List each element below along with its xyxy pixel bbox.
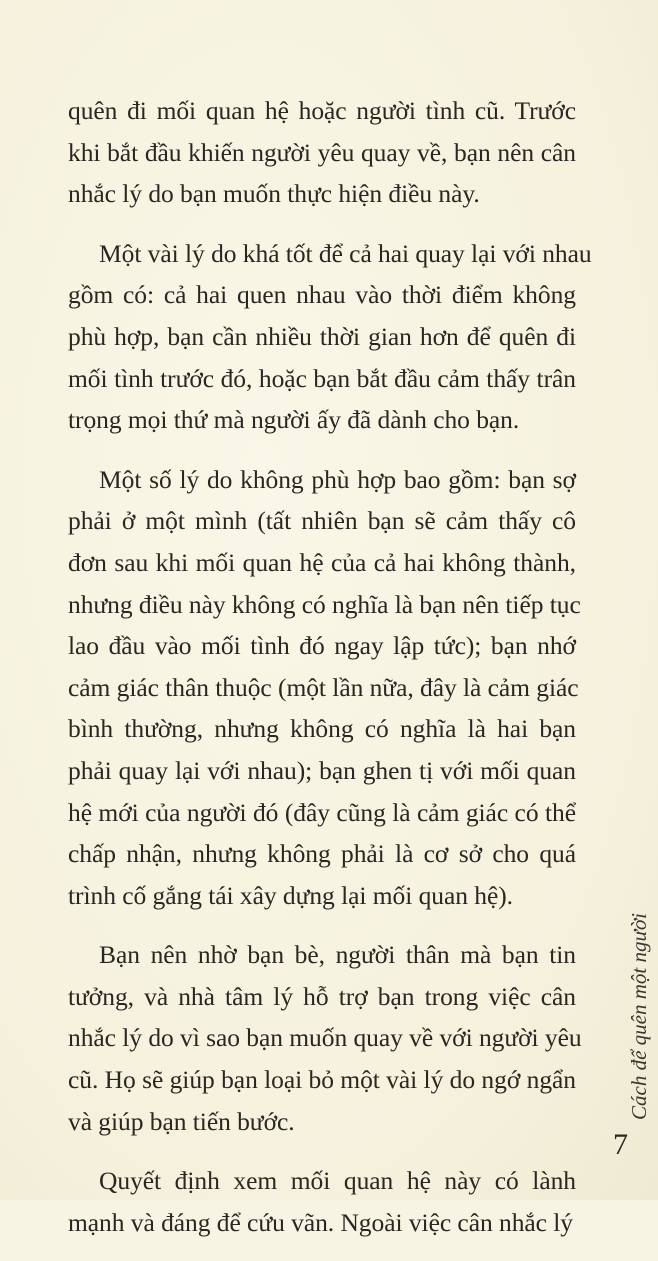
text-line: Một vài lý do khá tốt để cả hai quay lại với nhau [99, 238, 592, 268]
text-line: nhắc lý do bạn muốn thực hiện điều này. [68, 179, 480, 209]
text-line: đơn sau khi mối quan hệ của cả hai không thành, [68, 547, 576, 577]
text-line: nhắc lý do vì sao bạn muốn quay về với người yêu [68, 1023, 582, 1053]
text-line: trình cố gắng tái xây dựng lại mối quan hệ). [68, 880, 514, 910]
text-line: cảm giác thân thuộc (một lần nữa, đây là cảm giác [68, 672, 579, 702]
text-line: phải quay lại với nhau); bạn ghen tị với mối quan [68, 755, 576, 785]
text-line: mối tình trước đó, hoặc bạn bắt đầu cảm thấy trân [68, 363, 576, 393]
body-text [68, 90, 592, 1261]
paragraph [68, 233, 592, 441]
text-line: cũ. Họ sẽ giúp bạn loại bỏ một vài lý do ngớ ngẩn [68, 1065, 576, 1095]
text-line: Bạn nên nhờ bạn bè, người thân mà bạn tin [99, 940, 576, 970]
text-line: hệ mới của người đó (đây cũng là cảm giác có thể [68, 797, 576, 827]
page-number: 7 [613, 1128, 628, 1161]
text-line: bình thường, nhưng không có nghĩa là hai bạn [68, 714, 576, 744]
text-line: mạnh và đáng để cứu vãn. Ngoài việc cân nhắc lý [68, 1207, 573, 1237]
paragraph [68, 90, 576, 215]
text-line: tưởng, và nhà tâm lý hỗ trợ bạn trong việc cân [68, 981, 576, 1011]
text-line: Quyết định xem mối quan hệ này có lành [99, 1166, 576, 1196]
text-line: chấp nhận, nhưng không phải là cơ sở cho quá [68, 839, 576, 869]
text-line: và giúp bạn tiến bước. [68, 1106, 295, 1136]
text-line: nhưng điều này không có nghĩa là bạn nên tiếp tục [68, 589, 581, 619]
text-line: quên đi mối quan hệ hoặc người tình cũ. Trước [68, 96, 576, 125]
text-line: khi bắt đầu khiến người yêu quay về, bạn nên cân [68, 137, 576, 167]
running-head-text: Cách để quên một người [627, 913, 651, 1120]
paragraph [68, 1160, 576, 1243]
paragraph [68, 934, 582, 1142]
text-line: phải ở một mình (tất nhiên bạn sẽ cảm thấy cô [68, 506, 576, 536]
text-line: trọng mọi thứ mà người ấy đã dành cho bạn. [68, 405, 520, 435]
running-head [597, 860, 651, 1120]
paragraph [68, 459, 581, 917]
text-line: lao đầu vào mối tình đó ngay lập tức); bạn nhớ [68, 631, 576, 661]
text-line: Một số lý do không phù hợp bao gồm: bạn sợ [99, 464, 576, 494]
text-line: gồm có: cả hai quen nhau vào thời điểm không [68, 280, 576, 310]
text-line: phù hợp, bạn cần nhiều thời gian hơn để quên đi [68, 321, 576, 351]
